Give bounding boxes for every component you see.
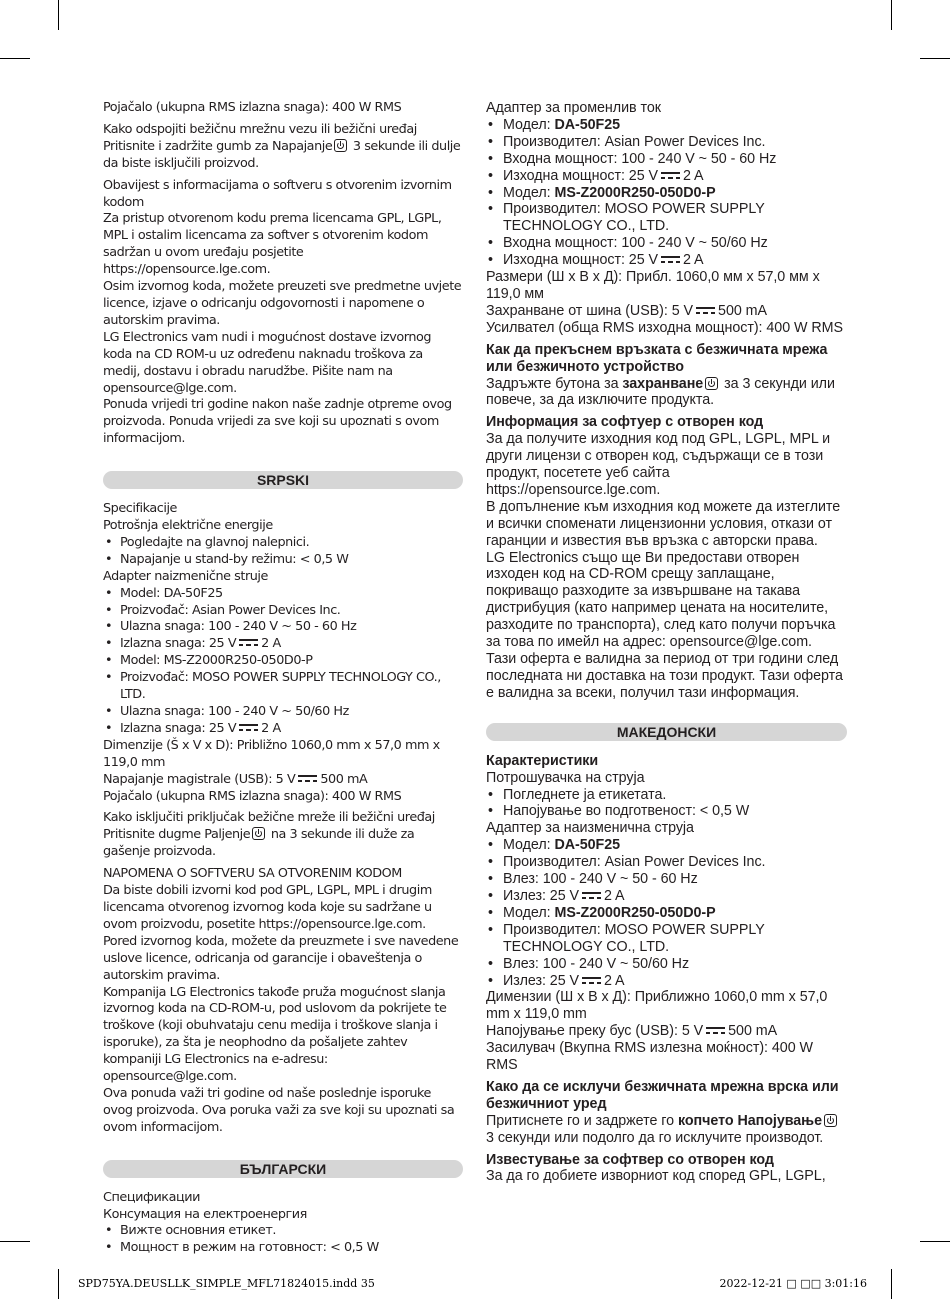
paragraph: Osim izvornog koda, možete preuzeti sve predmetne uvjete licence, izjave o odricanju odgovornosti i napomene o autorskim pravima. — [103, 279, 462, 328]
text-run: Model: — [120, 585, 164, 601]
text-run: Модел: — [503, 116, 555, 133]
crop-mark — [920, 1241, 950, 1242]
text-run: Излез: 25 V — [503, 972, 580, 989]
text-run: Излез: 25 V — [503, 887, 580, 904]
text-run: Захранване от шина (USB): 5 V — [486, 302, 694, 319]
section-gap — [103, 448, 463, 471]
text-run: Модел: — [503, 837, 555, 854]
list-item: • Производител: Asian Power Devices Inc. — [486, 134, 847, 151]
paragraph: Адаптер за променлив ток — [486, 100, 661, 116]
crop-mark — [58, 0, 59, 30]
power-icon — [334, 139, 347, 152]
dc-icon — [582, 892, 601, 899]
list-item: • Влез: 100 - 240 V ~ 50 - 60 Hz — [486, 871, 847, 888]
paragraph: Ponuda vrijedi tri godine nakon naše zadnje otpreme ovog proizvoda. Ponuda vrijedi za sve koji su upoznati s ovom informacijom. — [103, 397, 452, 447]
list-item — [486, 888, 847, 905]
text-run: Изходна мощност: 25 V — [503, 167, 659, 184]
text-run: Модел: — [503, 904, 555, 921]
section-gap — [486, 702, 847, 723]
text-run: DA-50F25 — [554, 116, 621, 133]
text-run: 3 секунди или подолго да го исклучите производот. — [486, 1129, 824, 1146]
bullet-list — [103, 586, 463, 738]
section-heading: Как да прекъснем връзката с безжичната мрежа или безжичното устройство — [486, 341, 828, 375]
paragraph: Засилувач (Вкупна RMS излезна моќност): 400 W RMS — [486, 1040, 813, 1074]
list-item: • Напојување во подготвеност: < 0,5 W — [486, 803, 847, 820]
crop-mark — [920, 58, 950, 59]
text-run: DA-50F25 — [554, 837, 621, 854]
paragraph — [486, 303, 847, 320]
list-item: • Входна мощност: 100 - 240 V ~ 50 - 60 Hz — [486, 151, 847, 168]
paragraph: LG Electronics също ще Ви предостави отворен изходен код на CD-ROM срещу заплащане, покриващо разходите за извършване на такава дистрибуция (като например цената на носителите, разходите по транспорта), след като получи поръчка за това по имейл на адрес: opensource@lge.com. — [486, 549, 836, 651]
text-run: 2 A — [604, 887, 625, 904]
list-item — [103, 653, 463, 670]
paragraph: Ova ponuda važi tri godine od naše poslednje isporuke ovog proizvoda. Ova poruka važi za sve koji su upoznati sa ovom informacijom. — [103, 1085, 455, 1135]
bullet-list — [103, 1223, 463, 1257]
paragraph — [486, 376, 847, 410]
paragraph: Da biste dobili izvorni kod pod GPL, LGPL, MPL i drugim licencama otvorenog izvornog koda koje su sadržane u ovom proizvodu, posetite https://opensource.lge.com. — [103, 883, 432, 932]
bullet-list — [486, 117, 847, 269]
list-item — [103, 586, 463, 603]
paragraph: Potrošnja električne energije — [103, 518, 273, 534]
paragraph: LG Electronics vam nudi i mogućnost dostave izvornog koda na CD ROM-u uz određenu naknadu troškova za medij, dostavu i obradu narudžbe. Pišite nam na opensource@lge.com. — [103, 329, 432, 396]
text-run: Napajanje — [272, 138, 333, 154]
text-run: Pritisnite i zadržite gumb za — [103, 138, 272, 154]
list-item — [103, 636, 463, 653]
list-item: • Погледнете ја етикетата. — [486, 787, 847, 804]
text-run: Paljenje — [204, 827, 251, 843]
list-item: • Proizvođač: MOSO POWER SUPPLY TECHNOLOGY CO., LTD. — [103, 670, 463, 704]
paragraph — [103, 827, 463, 861]
text-run: Напојување преку бус (USB): 5 V — [486, 1023, 704, 1040]
crop-mark — [58, 1269, 59, 1299]
list-item — [103, 721, 463, 738]
text-run: Napajanje magistrale (USB): 5 V — [103, 771, 296, 787]
section-heading: Obavijest s informacijama o softveru s otvorenim izvornim kodom — [103, 177, 452, 210]
dc-icon — [239, 639, 258, 646]
paragraph: Pojačalo (ukupna RMS izlazna snaga): 400 W RMS — [103, 100, 402, 115]
dc-icon — [696, 307, 715, 314]
paragraph: Усилвател (обща RMS изходна мощност): 400 W RMS — [486, 319, 844, 336]
list-item — [486, 905, 847, 922]
text-run: 2 A — [261, 720, 281, 736]
list-item: • Ulazna snaga: 100 - 240 V ~ 50/60 Hz — [103, 704, 463, 721]
dc-icon — [582, 977, 601, 984]
list-item — [486, 973, 847, 990]
text-run: 2 A — [683, 167, 704, 184]
text-run: 500 mA — [718, 302, 768, 319]
paragraph: Консумация на електроенергия — [103, 1206, 307, 1222]
text-run: Izlazna snaga: 25 V — [120, 636, 237, 652]
list-item: • Мощност в режим на готовност: < 0,5 W — [103, 1240, 463, 1257]
section-heading: Известување за софтвер со отворен код — [486, 1151, 774, 1168]
section-heading: Како да се исклучи безжичната мрежна врска или безжичниот уред — [486, 1078, 839, 1112]
section-heading: Kako isključiti priključak bežične mreže ili bežični uređaj — [103, 810, 435, 826]
paragraph: Адаптер за наизменична струја — [486, 820, 694, 837]
text-run: 3 sekunde ili dulje da biste isključili proizvod. — [103, 138, 461, 171]
paragraph — [486, 1023, 847, 1040]
right-column — [486, 100, 847, 1185]
text-run: 500 mA — [728, 1023, 778, 1040]
paragraph: Размери (Ш x В x Д): Прибл. 1060,0 мм x 57,0 мм x 119,0 мм — [486, 269, 820, 302]
dc-icon — [298, 775, 317, 782]
list-item: • Влез: 100 - 240 V ~ 50/60 Hz — [486, 956, 847, 973]
paragraph: Dimenzije (Š x V x D): Približno 1060,0 mm x 57,0 mm x 119,0 mm — [103, 737, 440, 770]
section-heading: Kako odspojiti bežičnu mrežnu vezu ili bežični uređaj — [103, 121, 417, 137]
list-item: • Вижте основния етикет. — [103, 1223, 463, 1240]
text-run: Pritisnite dugme — [103, 827, 205, 843]
text-run: Модел: — [503, 184, 555, 201]
text-run: Задръжте бутона за — [486, 375, 623, 392]
section-heading: NAPOMENA O SOFTVERU SA OTVORENIM KODOM — [103, 866, 402, 882]
power-icon — [705, 377, 718, 390]
list-item: • Входна мощност: 100 - 240 V ~ 50/60 Hz — [486, 235, 847, 252]
list-item — [486, 117, 847, 134]
text-run: MS-Z2000R250-050D0-P — [554, 904, 716, 921]
paragraph: Za pristup otvorenom kodu prema licencama GPL, LGPL, MPL i ostalim licencama za softver s otvorenim kodom sadržan u ovom uređaju posjetite https://opensource.lge.com. — [103, 211, 442, 278]
section-header-bar: SRPSKI — [103, 471, 463, 489]
list-item — [486, 168, 847, 185]
list-item — [486, 837, 847, 854]
section-heading: Информация за софтуер с отворен код — [486, 414, 764, 431]
list-item: • Proizvođač: Asian Power Devices Inc. — [103, 603, 463, 620]
paragraph: Pojačalo (ukupna RMS izlazna snaga): 400 W RMS — [103, 788, 402, 804]
list-item: • Производител: MOSO POWER SUPPLY TECHNOLOGY CO., LTD. — [486, 201, 847, 235]
paragraph: Pored izvornog koda, možete da preuzmete i sve navedene uslove licence, odricanja od garancije i obaveštenja o autorskim pravima. — [103, 933, 459, 983]
section-header-bar: МАКЕДОНСКИ — [486, 723, 847, 741]
text-run: MS-Z2000R250-050D0-P — [163, 653, 313, 669]
text-run: захранване — [622, 375, 704, 392]
text-run: Притиснете го и задржете го — [486, 1112, 678, 1129]
dc-icon — [661, 172, 680, 179]
section-gap — [103, 1137, 463, 1160]
list-item: • Ulazna snaga: 100 - 240 V ~ 50 - 60 Hz — [103, 619, 463, 636]
paragraph: Kompanija LG Electronics takođe pruža mogućnost slanja izvornog koda na CD-ROM-u, pod uslovom da pokrijete te troškove (koji obuhvataju cenu medija i troškove slanja i isporuke), za šta je neophodno da pošaljete zahtev kompaniji LG Electronics na e-adresu: opensource@lge.com. — [103, 984, 447, 1085]
bullet-list — [486, 837, 847, 989]
paragraph: В допълнение към изходния код можете да изтеглите и всички споменати лицензионни условия, откази от гаранции и известия във връзка с авторски права. — [486, 498, 841, 549]
dc-icon — [239, 724, 258, 731]
paragraph — [103, 139, 463, 173]
list-item: • Pogledajte na glavnoj nalepnici. — [103, 535, 463, 552]
bullet-list — [103, 535, 463, 569]
crop-mark — [0, 1241, 30, 1242]
paragraph: Specifikacije — [103, 501, 177, 517]
paragraph: Димензии (Ш x В x Д): Приближно 1060,0 mm x 57,0 mm x 119,0 mm — [486, 989, 828, 1023]
footer-file-name: SPD75YA.DEUSLLK_SIMPLE_MFL71824015.indd 35 — [78, 1277, 375, 1290]
text-run: 2 A — [261, 636, 281, 652]
section-heading: Спецификации — [103, 1189, 200, 1205]
left-column — [103, 100, 463, 1257]
crop-mark — [891, 1269, 892, 1299]
text-run: DA-50F25 — [163, 585, 223, 601]
dc-icon — [661, 256, 680, 263]
list-item: • Производител: Asian Power Devices Inc. — [486, 854, 847, 871]
paragraph: Adapter naizmenične struje — [103, 568, 268, 584]
paragraph — [103, 772, 463, 789]
crop-mark — [891, 0, 892, 30]
section-header-bar: БЪЛГАРСКИ — [103, 1160, 463, 1178]
footer-timestamp: 2022-12-21 □ □□ 3:01:16 — [719, 1277, 867, 1290]
paragraph: За да получите изходния код под GPL, LGPL, MPL и други лицензи с отворен код, съдържащи се в този продукт, посетете уеб сайта https://opensource.lge.com. — [486, 431, 831, 498]
list-item — [486, 252, 847, 269]
text-run: na 3 sekunde ili duže za gašenje proizvoda. — [103, 827, 415, 860]
list-item: • Производител: MOSO POWER SUPPLY TECHNOLOGY CO., LTD. — [486, 922, 847, 956]
crop-mark — [0, 58, 30, 59]
list-item — [486, 185, 847, 202]
paragraph: Потрошувачка на струја — [486, 769, 645, 786]
text-run: 500 mA — [320, 771, 368, 787]
text-run: за 3 секунди или повече, за да изключите продукта. — [486, 375, 835, 409]
text-run: 2 A — [683, 252, 704, 269]
text-run: Изходна мощност: 25 V — [503, 252, 659, 269]
text-run: MS-Z2000R250-050D0-P — [554, 184, 716, 201]
text-run: Izlazna snaga: 25 V — [120, 720, 237, 736]
paragraph: За да го добиете изворниот код според GPL, LGPL, — [486, 1168, 826, 1185]
power-icon — [252, 827, 265, 840]
dc-icon — [706, 1027, 725, 1034]
text-run: копчето Напојување — [677, 1112, 822, 1129]
power-icon — [824, 1114, 837, 1127]
list-item: • Napajanje u stand-by režimu: < 0,5 W — [103, 552, 463, 569]
section-heading: Карактеристики — [486, 752, 599, 769]
bullet-list — [486, 787, 847, 821]
text-run: 2 A — [604, 972, 625, 989]
text-run: Model: — [120, 653, 164, 669]
paragraph: Тази оферта е валидна за период от три години след последната ни доставка на този продукт. Тази оферта е валидна за всеки, получил тази информация. — [486, 651, 843, 701]
paragraph — [486, 1113, 847, 1147]
